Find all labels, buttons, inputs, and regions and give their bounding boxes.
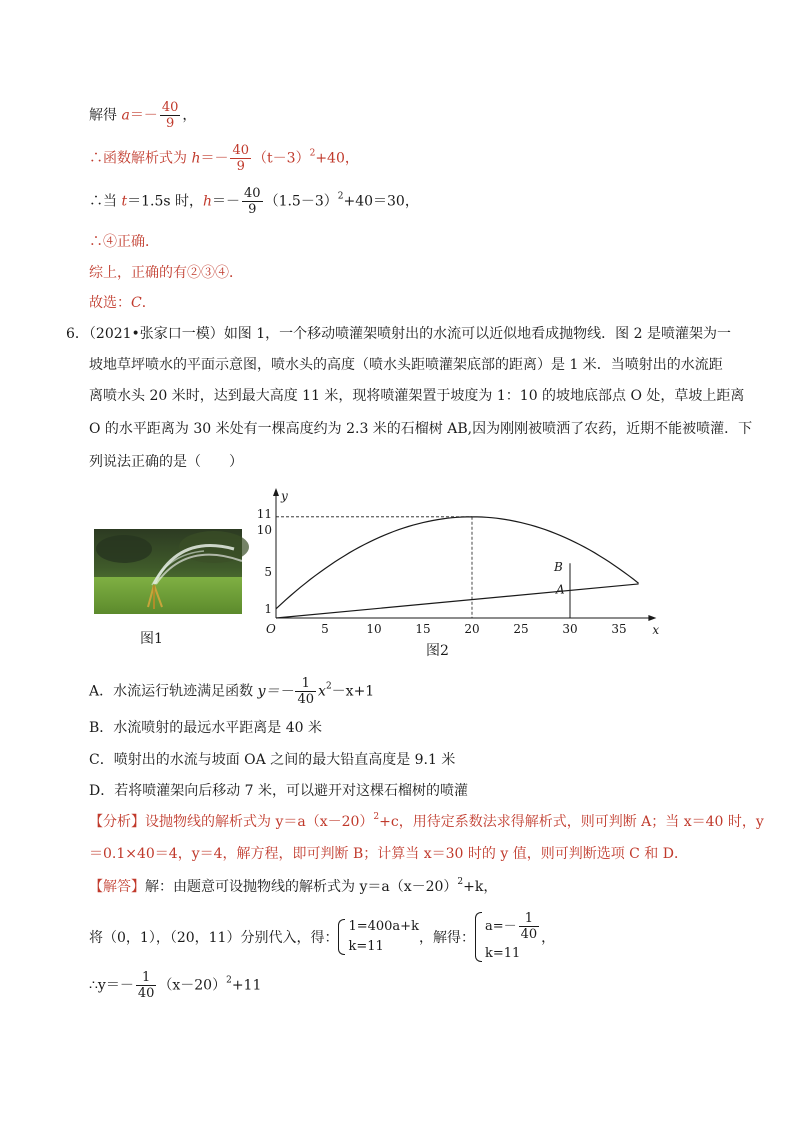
question-number: 6． — [66, 326, 89, 342]
numerator: 1 — [295, 676, 316, 692]
text: A．水流运行轨迹满足函数 — [89, 683, 258, 700]
point-B-label: B — [554, 560, 563, 575]
x-tick-label: 5 — [321, 622, 329, 636]
question-line-1 — [66, 323, 731, 343]
y-axis-arrow — [273, 488, 279, 496]
option-c[interactable]: C．喷射出的水流与坡面 OA 之间的最大铅直高度是 9.1 米 — [89, 752, 456, 768]
prev-line-4: ∴④正确． — [89, 234, 159, 250]
prev-line-6 — [89, 292, 156, 312]
analysis-line-1 — [89, 811, 764, 831]
solution-line-1 — [89, 876, 497, 896]
numerator: 40 — [244, 186, 261, 201]
option-a[interactable] — [89, 676, 374, 707]
text: ∴当 — [89, 193, 122, 210]
solution-line-2 — [89, 910, 555, 964]
y-tick-label: 1 — [264, 601, 272, 616]
denominator: 9 — [165, 116, 175, 131]
prev-line-1 — [89, 100, 196, 131]
equation: 1=400a+k — [348, 919, 419, 934]
exponent: 2 — [373, 812, 380, 822]
water-parabola — [276, 517, 639, 609]
solution-line-3 — [89, 970, 261, 1001]
fraction — [160, 100, 181, 131]
fraction — [519, 911, 540, 942]
text: ， — [182, 107, 197, 124]
text: 将（0，1），（20，11）分别代入，得： — [89, 930, 339, 946]
x-axis-label: x — [652, 623, 660, 637]
y-axis-label: y — [281, 489, 288, 503]
prev-line-2 — [89, 143, 359, 174]
text: +40， — [315, 150, 359, 167]
text: －x+1 — [331, 683, 375, 700]
numerator: 40 — [232, 143, 250, 158]
text: 设抛物线的解析式为 y＝a（x－20） — [145, 814, 374, 830]
eq: ＝－ — [129, 107, 158, 124]
fraction — [136, 970, 157, 1001]
text: （t－3） — [253, 150, 310, 167]
analysis-tag: 【分析】 — [89, 814, 145, 830]
text: +k， — [463, 879, 498, 895]
var-t: t — [121, 193, 128, 210]
text: 解得 — [89, 107, 122, 124]
text: x — [318, 683, 326, 700]
answer: C — [131, 295, 142, 311]
option-d[interactable]: D．若将喷灌架向后移动 7 米，可以避开对这棵石榴树的喷灌 — [89, 783, 469, 799]
question-line-3: 离喷水头 20 米时，达到最大高度 11 米，现将喷灌架置于坡度为 1：10 的坡地底部点 O 处，草坡上距离 — [89, 388, 745, 404]
fraction — [295, 676, 316, 707]
origin-label: O — [266, 622, 276, 636]
x-tick-label: 35 — [611, 622, 627, 636]
equation-system-2 — [475, 910, 541, 964]
prev-line-5: 综上，正确的有②③④． — [89, 265, 243, 281]
sprinkler-photo-svg — [94, 529, 242, 614]
figure-2-chart — [256, 488, 660, 658]
text: 故选： — [89, 295, 131, 311]
y-tick-label: 11 — [256, 506, 272, 521]
exponent: 2 — [457, 877, 464, 887]
x-tick-label: 15 — [415, 622, 431, 636]
exponent: 2 — [226, 975, 232, 986]
x-tick-label: 30 — [562, 622, 578, 636]
text: ． — [141, 295, 156, 311]
prev-line-3 — [89, 186, 419, 217]
option-b[interactable]: B．水流喷射的最远水平距离是 40 米 — [89, 720, 323, 736]
var-a: a — [121, 107, 130, 124]
denominator: 40 — [520, 927, 538, 942]
var-h: h — [203, 193, 213, 210]
fraction — [230, 143, 251, 174]
solution-tag: 【解答】 — [89, 879, 145, 895]
equation: k=11 — [348, 939, 384, 954]
exponent: 2 — [325, 681, 332, 692]
equation — [485, 910, 541, 944]
text: （1.5－3） — [264, 193, 338, 210]
denominator: 9 — [248, 202, 257, 217]
denominator: 40 — [137, 986, 155, 1001]
text: 解：由题意可设抛物线的解析式为 y＝a（x－20） — [145, 879, 458, 895]
text: （x－20） — [158, 977, 227, 994]
exponent: 2 — [309, 148, 316, 159]
denominator: 40 — [297, 692, 315, 707]
equation-system-1 — [338, 917, 419, 957]
question-line-4: O 的水平距离为 30 米处有一棵高度约为 2.3 米的石榴树 AB,因为刚刚被喷洒了农药，近期不能被喷灌．下 — [89, 421, 753, 437]
numerator: 1 — [519, 911, 540, 927]
analysis-line-2: ＝0.1×40＝4，y＝4，解方程，即可判断 B；计算当 x＝30 时的 y 值，则可判断选项 C 和 D． — [89, 846, 688, 862]
equation: k=11 — [484, 946, 521, 961]
eq: ＝－ — [200, 150, 229, 167]
text: ， — [541, 930, 556, 946]
question-line-2: 坡地草坪喷水的平面示意图，喷水头的高度（喷水头距喷灌架底部的距离）是 1 米．当喷射出的水流距 — [89, 357, 723, 373]
fraction — [242, 186, 263, 217]
text: +40＝30， — [343, 193, 419, 210]
numerator: 40 — [161, 100, 179, 115]
question-line-5: 列说法正确的是（ ） — [89, 454, 243, 470]
y-tick-label: 5 — [264, 565, 272, 579]
x-tick-label: 20 — [464, 622, 480, 636]
question-source: （2021•张家口一模） — [88, 326, 224, 342]
text: ∴y＝－ — [89, 977, 134, 994]
x-axis-arrow — [648, 615, 656, 621]
x-tick-label: 10 — [366, 622, 382, 636]
text: y＝－ — [257, 683, 294, 700]
sprinkler-photo — [94, 529, 242, 614]
question-text: 如图 1，一个移动喷灌架喷射出的水流可以近似地看成抛物线．图 2 是喷灌架为一 — [223, 326, 731, 342]
denominator: 9 — [236, 159, 245, 174]
text: a=－ — [484, 919, 517, 934]
text: ∴函数解析式为 — [89, 150, 192, 167]
numerator: 1 — [136, 970, 157, 986]
text: +11 — [231, 977, 262, 994]
figure-1-caption: 图1 — [140, 631, 163, 647]
y-tick-label: 10 — [256, 523, 272, 537]
text: +c，用待定系数法求得解析式，则可判断 A；当 x＝40 时，y — [379, 814, 764, 830]
x-tick-label: 25 — [513, 622, 529, 636]
point-A-label: A — [556, 582, 565, 597]
slope-line-OA — [276, 584, 639, 618]
text: ，解得： — [418, 930, 475, 946]
var-h: h — [191, 150, 201, 167]
text: ＝1.5s 时， — [127, 193, 203, 210]
figure-2-caption: 图2 — [426, 643, 449, 659]
eq: ＝－ — [212, 193, 241, 210]
exponent: 2 — [337, 191, 344, 202]
